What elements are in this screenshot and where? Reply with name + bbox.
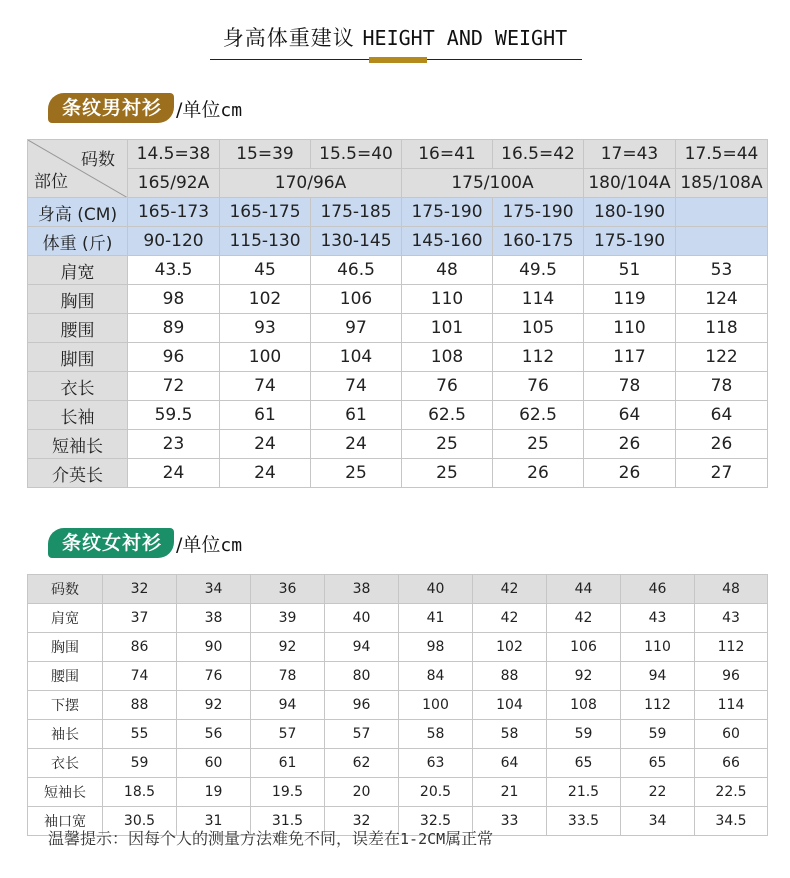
men-value-cell: 62.5 xyxy=(402,401,493,430)
men-measure-row xyxy=(28,459,768,488)
women-value-cell: 55 xyxy=(103,720,177,749)
title-english: HEIGHT AND WEIGHT xyxy=(362,26,568,50)
men-row-label: 介英长 xyxy=(28,459,128,488)
men-unit-prefix: /单位 xyxy=(176,98,221,121)
men-value-cell: 25 xyxy=(402,430,493,459)
men-value-cell: 61 xyxy=(311,401,402,430)
men-size-code: 15=39 xyxy=(220,140,311,169)
men-measure-row xyxy=(28,256,768,285)
men-value-cell: 101 xyxy=(402,314,493,343)
women-value-cell: 41 xyxy=(399,604,473,633)
men-measure-row xyxy=(28,430,768,459)
women-value-cell: 20 xyxy=(325,778,399,807)
women-value-cell: 84 xyxy=(399,662,473,691)
men-value-cell: 104 xyxy=(311,343,402,372)
men-row-label: 短袖长 xyxy=(28,430,128,459)
men-value-cell: 96 xyxy=(128,343,220,372)
men-row-label: 脚围 xyxy=(28,343,128,372)
women-value-cell: 66 xyxy=(695,749,768,778)
women-size-table xyxy=(27,574,768,836)
men-value-cell: 78 xyxy=(584,372,676,401)
men-measure-row xyxy=(28,285,768,314)
women-value-cell: 58 xyxy=(399,720,473,749)
women-value-cell: 60 xyxy=(695,720,768,749)
women-value-cell: 57 xyxy=(251,720,325,749)
women-value-cell: 65 xyxy=(621,749,695,778)
men-value-cell: 26 xyxy=(584,430,676,459)
men-value-cell: 89 xyxy=(128,314,220,343)
men-value-cell: 24 xyxy=(128,459,220,488)
note-range: 1-2CM xyxy=(400,830,446,848)
women-value-cell: 102 xyxy=(473,633,547,662)
women-section-header xyxy=(48,527,242,559)
men-size-code: 17=43 xyxy=(584,140,676,169)
women-value-cell: 60 xyxy=(177,749,251,778)
women-value-cell: 96 xyxy=(325,691,399,720)
men-row-label: 长袖 xyxy=(28,401,128,430)
men-value-cell: 24 xyxy=(220,430,311,459)
men-value-cell: 110 xyxy=(584,314,676,343)
women-size-code: 36 xyxy=(251,575,325,604)
women-row-label: 袖口宽 xyxy=(28,807,103,836)
women-size-code: 48 xyxy=(695,575,768,604)
women-value-cell: 58 xyxy=(473,720,547,749)
women-value-cell: 38 xyxy=(177,604,251,633)
women-size-code: 46 xyxy=(621,575,695,604)
women-value-cell: 18.5 xyxy=(103,778,177,807)
men-value-cell: 48 xyxy=(402,256,493,285)
men-row-label: 腰围 xyxy=(28,314,128,343)
women-row-label: 肩宽 xyxy=(28,604,103,633)
women-value-cell: 96 xyxy=(695,662,768,691)
page-title xyxy=(223,22,567,52)
women-value-cell: 114 xyxy=(695,691,768,720)
women-value-cell: 74 xyxy=(103,662,177,691)
women-size-label: 码数 xyxy=(28,575,103,604)
women-value-cell: 92 xyxy=(251,633,325,662)
men-code-row xyxy=(28,140,768,169)
men-value-cell: 24 xyxy=(311,430,402,459)
women-value-cell: 110 xyxy=(621,633,695,662)
men-value-cell: 98 xyxy=(128,285,220,314)
men-value-cell: 49.5 xyxy=(493,256,584,285)
women-value-cell: 88 xyxy=(473,662,547,691)
women-unit-prefix: /单位 xyxy=(176,533,221,556)
corner-size-label: 码数 xyxy=(81,150,115,170)
women-measure-row xyxy=(28,691,768,720)
men-value-cell: 24 xyxy=(220,459,311,488)
men-value-cell: 145-160 xyxy=(402,227,493,256)
men-value-cell: 90-120 xyxy=(128,227,220,256)
women-value-cell: 59 xyxy=(621,720,695,749)
women-value-cell: 108 xyxy=(547,691,621,720)
women-value-cell: 42 xyxy=(473,604,547,633)
men-value-cell: 114 xyxy=(493,285,584,314)
women-value-cell: 92 xyxy=(177,691,251,720)
men-section-header xyxy=(48,92,242,124)
men-value-cell: 102 xyxy=(220,285,311,314)
men-size-code: 16.5=42 xyxy=(493,140,584,169)
men-measure-row xyxy=(28,401,768,430)
men-value-cell: 64 xyxy=(584,401,676,430)
women-value-cell: 30.5 xyxy=(103,807,177,836)
men-value-cell: 175-185 xyxy=(311,198,402,227)
men-value-cell: 105 xyxy=(493,314,584,343)
men-value-cell: 130-145 xyxy=(311,227,402,256)
corner-part-label: 部位 xyxy=(34,172,68,192)
women-value-cell: 63 xyxy=(399,749,473,778)
men-value-cell: 62.5 xyxy=(493,401,584,430)
men-value-cell: 43.5 xyxy=(128,256,220,285)
men-size-code: 16=41 xyxy=(402,140,493,169)
women-row-label: 袖长 xyxy=(28,720,103,749)
men-value-cell: 115-130 xyxy=(220,227,311,256)
women-value-cell: 32 xyxy=(325,807,399,836)
men-value-cell: 112 xyxy=(493,343,584,372)
men-value-cell: 74 xyxy=(311,372,402,401)
women-size-code: 42 xyxy=(473,575,547,604)
women-measure-row xyxy=(28,778,768,807)
men-value-cell: 25 xyxy=(402,459,493,488)
women-value-cell: 94 xyxy=(325,633,399,662)
men-corner-cell xyxy=(28,140,128,198)
women-size-code: 44 xyxy=(547,575,621,604)
men-value-cell: 61 xyxy=(220,401,311,430)
men-value-cell xyxy=(676,198,768,227)
women-value-cell: 33.5 xyxy=(547,807,621,836)
men-value-cell: 175-190 xyxy=(493,198,584,227)
men-value-cell: 74 xyxy=(220,372,311,401)
women-value-cell: 21.5 xyxy=(547,778,621,807)
men-value-cell: 97 xyxy=(311,314,402,343)
women-value-cell: 37 xyxy=(103,604,177,633)
women-value-cell: 34 xyxy=(621,807,695,836)
men-value-cell: 53 xyxy=(676,256,768,285)
women-value-cell: 32.5 xyxy=(399,807,473,836)
note-tail: 属正常 xyxy=(445,829,494,848)
women-row-label: 下摆 xyxy=(28,691,103,720)
women-value-cell: 94 xyxy=(251,691,325,720)
women-value-cell: 43 xyxy=(695,604,768,633)
men-value-cell: 51 xyxy=(584,256,676,285)
women-value-cell: 86 xyxy=(103,633,177,662)
men-value-cell: 160-175 xyxy=(493,227,584,256)
women-value-cell: 59 xyxy=(103,749,177,778)
men-fit-label: 180/104A xyxy=(584,169,676,198)
women-row-label: 腰围 xyxy=(28,662,103,691)
men-value-cell: 93 xyxy=(220,314,311,343)
women-unit-label xyxy=(176,530,242,557)
men-value-cell: 59.5 xyxy=(128,401,220,430)
men-unit-label xyxy=(176,95,242,122)
men-value-cell: 27 xyxy=(676,459,768,488)
women-value-cell: 61 xyxy=(251,749,325,778)
women-value-cell: 39 xyxy=(251,604,325,633)
women-value-cell: 22 xyxy=(621,778,695,807)
women-value-cell: 112 xyxy=(621,691,695,720)
men-measure-row xyxy=(28,314,768,343)
women-value-cell: 80 xyxy=(325,662,399,691)
men-fit-label: 165/92A xyxy=(128,169,220,198)
men-fit-label: 175/100A xyxy=(402,169,584,198)
women-unit: cm xyxy=(220,534,243,556)
men-unit: cm xyxy=(220,99,243,121)
women-value-cell: 76 xyxy=(177,662,251,691)
men-value-cell: 45 xyxy=(220,256,311,285)
women-value-cell: 94 xyxy=(621,662,695,691)
women-value-cell: 31.5 xyxy=(251,807,325,836)
men-fit-label: 185/108A xyxy=(676,169,768,198)
header-accent-bar xyxy=(369,57,427,63)
men-fit-row xyxy=(28,169,768,198)
women-value-cell: 20.5 xyxy=(399,778,473,807)
men-value-cell: 110 xyxy=(402,285,493,314)
women-size-code: 38 xyxy=(325,575,399,604)
men-value-cell: 119 xyxy=(584,285,676,314)
page-header xyxy=(0,22,790,52)
men-fit-label: 170/96A xyxy=(220,169,402,198)
women-value-cell: 43 xyxy=(621,604,695,633)
men-size-code: 15.5=40 xyxy=(311,140,402,169)
men-row-label: 肩宽 xyxy=(28,256,128,285)
men-value-cell: 180-190 xyxy=(584,198,676,227)
men-value-cell: 106 xyxy=(311,285,402,314)
men-value-cell: 76 xyxy=(402,372,493,401)
men-measure-row xyxy=(28,372,768,401)
men-value-cell: 165-175 xyxy=(220,198,311,227)
women-value-cell: 100 xyxy=(399,691,473,720)
men-value-cell: 117 xyxy=(584,343,676,372)
women-size-code: 32 xyxy=(103,575,177,604)
men-row-label: 胸围 xyxy=(28,285,128,314)
men-value-cell: 26 xyxy=(584,459,676,488)
women-value-cell: 78 xyxy=(251,662,325,691)
men-value-cell: 122 xyxy=(676,343,768,372)
women-section-tag: 条纹女衬衫 xyxy=(48,528,174,558)
women-value-cell: 98 xyxy=(399,633,473,662)
title-chinese: 身高体重建议 xyxy=(222,26,355,50)
men-value-cell: 26 xyxy=(493,459,584,488)
men-value-cell: 108 xyxy=(402,343,493,372)
women-measure-row xyxy=(28,604,768,633)
men-size-code: 14.5=38 xyxy=(128,140,220,169)
men-value-cell: 175-190 xyxy=(584,227,676,256)
men-measure-row xyxy=(28,343,768,372)
women-value-cell: 56 xyxy=(177,720,251,749)
women-size-code: 34 xyxy=(177,575,251,604)
women-value-cell: 19.5 xyxy=(251,778,325,807)
women-value-cell: 42 xyxy=(547,604,621,633)
men-value-cell: 124 xyxy=(676,285,768,314)
women-value-cell: 112 xyxy=(695,633,768,662)
men-row-label: 衣长 xyxy=(28,372,128,401)
women-value-cell: 104 xyxy=(473,691,547,720)
men-value-cell: 64 xyxy=(676,401,768,430)
men-size-table xyxy=(27,139,768,488)
men-value-cell: 25 xyxy=(311,459,402,488)
men-value-cell: 26 xyxy=(676,430,768,459)
men-size-code: 17.5=44 xyxy=(676,140,768,169)
women-value-cell: 57 xyxy=(325,720,399,749)
women-value-cell: 59 xyxy=(547,720,621,749)
men-value-cell: 100 xyxy=(220,343,311,372)
women-value-cell: 65 xyxy=(547,749,621,778)
women-row-label: 短袖长 xyxy=(28,778,103,807)
men-value-cell: 46.5 xyxy=(311,256,402,285)
women-value-cell: 22.5 xyxy=(695,778,768,807)
women-value-cell: 31 xyxy=(177,807,251,836)
women-value-cell: 21 xyxy=(473,778,547,807)
women-row-label: 衣长 xyxy=(28,749,103,778)
men-value-cell: 118 xyxy=(676,314,768,343)
women-measure-row xyxy=(28,749,768,778)
men-value-cell: 76 xyxy=(493,372,584,401)
women-measure-row xyxy=(28,662,768,691)
women-value-cell: 19 xyxy=(177,778,251,807)
men-value-cell: 78 xyxy=(676,372,768,401)
women-value-cell: 33 xyxy=(473,807,547,836)
men-value-cell: 23 xyxy=(128,430,220,459)
measurement-note xyxy=(48,826,493,849)
men-measure-row xyxy=(28,198,768,227)
men-value-cell: 72 xyxy=(128,372,220,401)
women-size-code: 40 xyxy=(399,575,473,604)
men-value-cell: 165-173 xyxy=(128,198,220,227)
men-value-cell xyxy=(676,227,768,256)
women-value-cell: 62 xyxy=(325,749,399,778)
women-value-cell: 34.5 xyxy=(695,807,768,836)
women-value-cell: 40 xyxy=(325,604,399,633)
men-value-cell: 25 xyxy=(493,430,584,459)
women-size-row xyxy=(28,575,768,604)
men-row-label: 体重 (斤) xyxy=(28,227,128,256)
women-row-label: 胸围 xyxy=(28,633,103,662)
women-measure-row xyxy=(28,633,768,662)
women-value-cell: 90 xyxy=(177,633,251,662)
men-value-cell: 175-190 xyxy=(402,198,493,227)
women-value-cell: 88 xyxy=(103,691,177,720)
men-section-tag: 条纹男衬衫 xyxy=(48,93,174,123)
women-measure-row xyxy=(28,720,768,749)
women-value-cell: 92 xyxy=(547,662,621,691)
women-value-cell: 106 xyxy=(547,633,621,662)
men-row-label: 身高 (CM) xyxy=(28,198,128,227)
men-measure-row xyxy=(28,227,768,256)
note-text: 温馨提示：因每个人的测量方法难免不同，误差在 xyxy=(48,829,401,848)
women-value-cell: 64 xyxy=(473,749,547,778)
